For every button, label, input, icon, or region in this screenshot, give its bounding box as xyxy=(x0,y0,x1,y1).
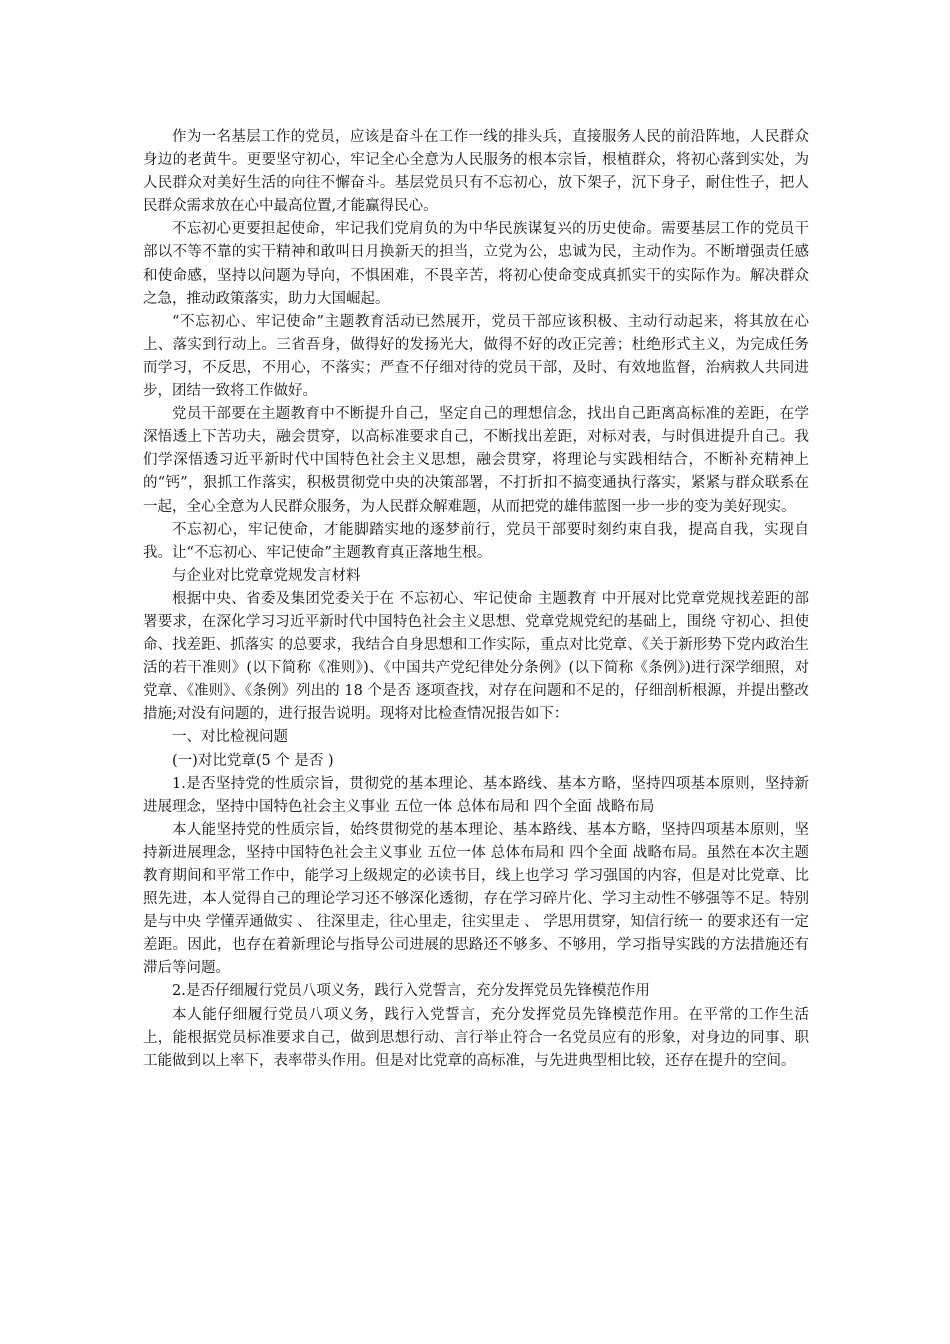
item-2-heading: 2.是否仔细履行党员八项义务，践行入党誓言，充分发挥党员先锋模范作用 xyxy=(172,983,650,1000)
paragraph-3: “不忘初心、牢记使命”主题教育活动已然展开，党员干部应该积极、主动行动起来，将其放在心上、落实到行动上。三省吾身，做得好的发扬光大，做得不好的改正完善；杜绝形式主义，为完成任务而学习，不反思，不用心，不落实；严查不仔细对待的党员干部，及时、有效地监督，治病救人共同进步，团结一致将工作做好。 xyxy=(143,313,809,400)
paragraph-1: 作为一名基层工作的党员，应该是奋斗在工作一线的排头兵，直接服务人民的前沿阵地，人民群众身边的老黄牛。更要坚守初心，牢记全心全意为人民服务的根本宗旨，根植群众，将初心落到实处，为人民群众对美好生活的向往不懈奋斗。基层党员只有不忘初心，放下架子，沉下身子，耐住性子，把人民群众需求放在心中最高位置,才能赢得民心。 xyxy=(143,129,809,215)
item-1-body: 本人能坚持党的性质宗旨，始终贯彻党的基本理论、基本路线、基本方略，坚持四项基本原则，坚持新进展理念，坚持中国特色社会主义事业 五位一体 总体布局和 四个全面 战略布局。虽然在本次主题教育期间和平常工作中，能学习上级规定的必读书目，线上也学习 学习强国的内容，但是对比党章、比照先进，本人觉得自己的理论学习还不够深化透彻，存在学习碎片化、学习主动性不够强等不足。特别是与中央 学懂弄通做实 、 往深里走，往心里走，往实里走 、 学思用贯穿，知信行统一 的要求还有一定差距。因此，也存在着新理论与指导公司进展的思路还不够多、不够用，学习指导实践的方法措施还有滞后等问题。 xyxy=(143,821,809,977)
document-body xyxy=(143,126,809,1073)
paragraph-5: 不忘初心，牢记使命，才能脚踏实地的逐梦前行，党员干部要时刻约束自我，提高自我，实现自我。让“不忘初心、牢记使命”主题教育真正落地生根。 xyxy=(143,521,809,561)
paragraph-6: 根据中央、省委及集团党委关于在 不忘初心、牢记使命 主题教育 中开展对比党章党规找差距的部署要求，在深化学习习近平新时代中国特色社会主义思想、党章党规党纪的基础上，围绕 守初心、担使命、找差距、抓落实 的总要求，我结合自身思想和工作实际，重点对比党章、《关于新形势下党内政治生活的若干准则》(以下简称《准则》)、《中国共产党纪律处分条例》(以下简称《条例》)进行深学细照，对党章、《准则》、《条例》列出的 18 个是否 逐项查找，对存在问题和不足的，仔细剖析根源，并提出整改措施;对没有问题的，进行报告说明。现将对比检查情况报告如下： xyxy=(143,590,809,723)
heading-level-2: (一)对比党章(5 个 是否 ) xyxy=(172,752,334,769)
section-heading: 与企业对比党章党规发言材料 xyxy=(172,567,361,584)
item-2-body: 本人能仔细履行党员八项义务，践行入党誓言，充分发挥党员先锋模范作用。在平常的工作生活上，能根据党员标准要求自己，做到思想行动、言行举止符合一名党员应有的形象，对身边的同事、职工能做到以上率下，表率带头作用。但是对比党章的高标准，与先进典型相比较，还存在提升的空间。 xyxy=(143,1006,809,1069)
paragraph-4: 党员干部要在主题教育中不断提升自己，坚定自己的理想信念，找出自己距离高标准的差距，在学深悟透上下苦功夫，融会贯穿，以高标准要求自己，不断找出差距，对标对表，与时俱进提升自己。我们学深悟透习近平新时代中国特色社会主义思想，融会贯穿，将理论与实践相结合，不断补充精神上的“钙”，狠抓工作落实，积极贯彻党中央的决策部署，不打折扣不搞变通执行落实，紧紧与群众联系在一起，全心全意为人民群众服务，为人民群众解难题，从而把党的雄伟蓝图一步一步的变为美好现实。 xyxy=(143,406,809,515)
paragraph-2: 不忘初心更要担起使命，牢记我们党肩负的为中华民族谋复兴的历史使命。需要基层工作的党员干部以不等不靠的实干精神和敢叫日月换新天的担当，立党为公，忠诚为民，主动作为。不断增强责任感和使命感，坚持以问题为导向，不惧困难，不畏辛苦，将初心使命变成真抓实干的实际作为。解决群众之急，推动政策落实，助力大国崛起。 xyxy=(143,221,809,307)
item-1-heading: 1.是否坚持党的性质宗旨，贯彻党的基本理论、基本路线、基本方略，坚持四项基本原则，坚持新进展理念，坚持中国特色社会主义事业 五位一体 总体布局和 四个全面 战略布局 xyxy=(143,775,809,815)
heading-level-1: 一、对比检视问题 xyxy=(172,729,288,746)
